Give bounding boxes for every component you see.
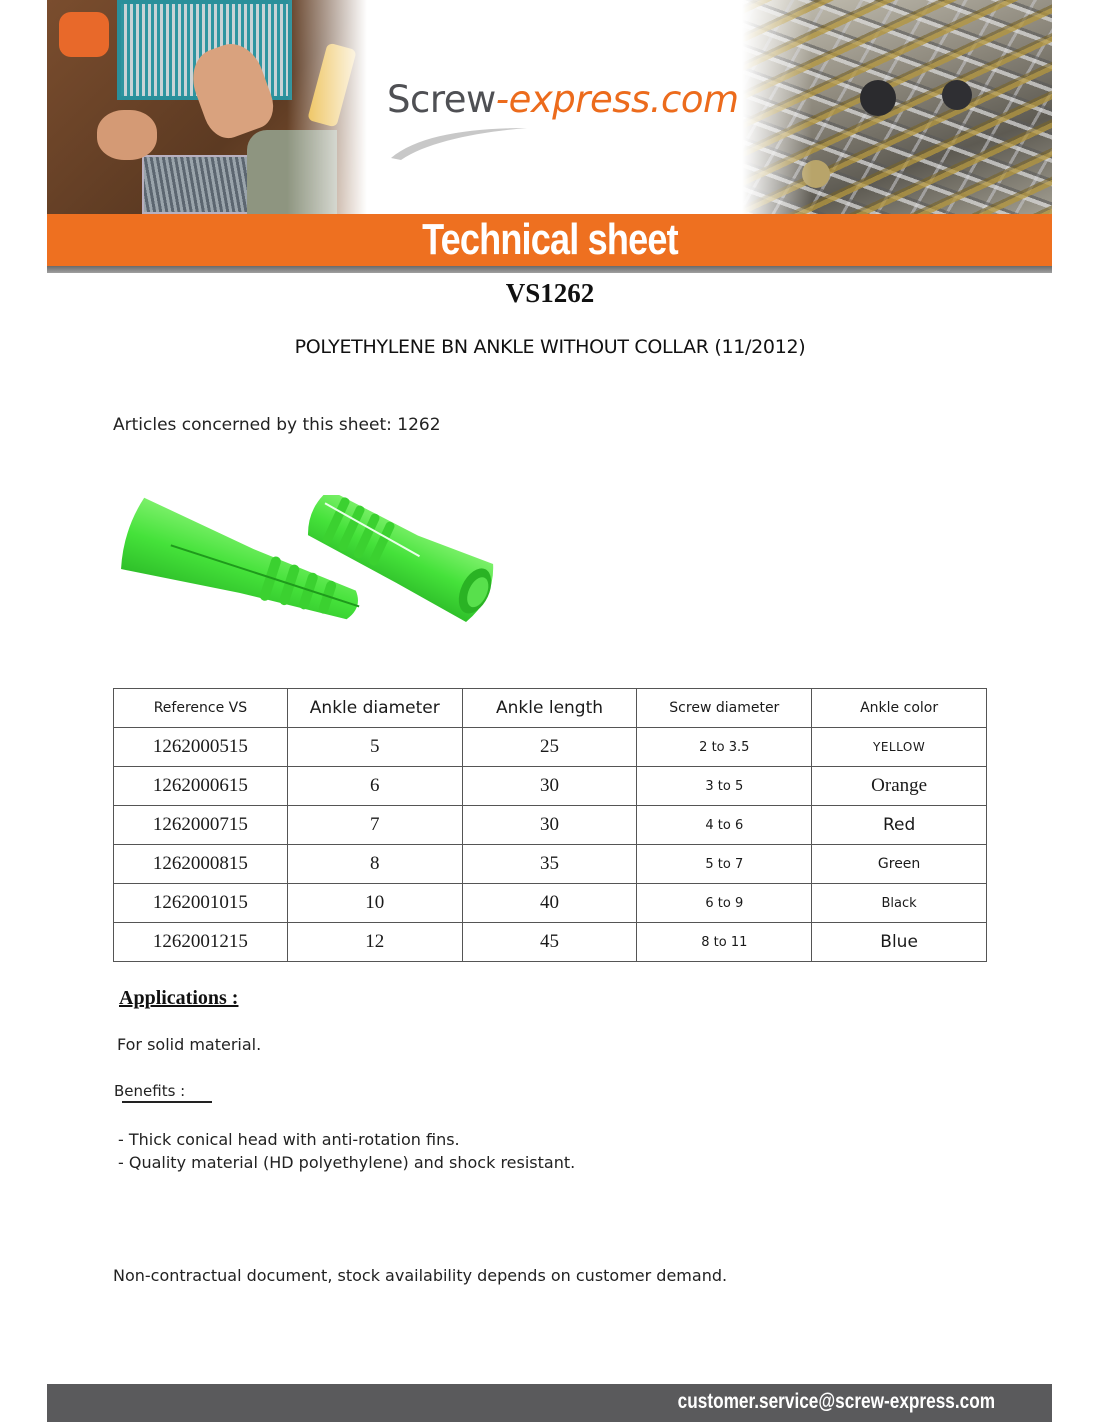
footer-bar (47, 1384, 1052, 1422)
table-header-row (114, 689, 987, 728)
screws-photo (742, 0, 1052, 214)
cell-reference: 1262000715 (114, 806, 288, 845)
cell-screw-diameter: 2 to 3.5 (637, 728, 812, 767)
banner-divider (47, 266, 1052, 273)
cell-screw-diameter: 5 to 7 (637, 845, 812, 884)
cell-reference: 1262001015 (114, 884, 288, 923)
cell-length: 25 (462, 728, 637, 767)
benefits-list (118, 1128, 575, 1174)
header-ankle-color: Ankle color (812, 689, 987, 728)
cell-diameter: 7 (287, 806, 462, 845)
cell-screw-diameter: 3 to 5 (637, 767, 812, 806)
cell-color: YELLOW (812, 728, 987, 767)
cell-color: Green (812, 845, 987, 884)
banner-title: Technical sheet (421, 215, 678, 264)
logo-swoosh-icon (387, 122, 537, 162)
customer-service-email[interactable]: customer.service@screw-express.com (677, 1390, 995, 1413)
benefit-item: - Quality material (HD polyethylene) and shock resistant. (118, 1153, 576, 1172)
cell-screw-diameter: 4 to 6 (637, 806, 812, 845)
cell-diameter: 10 (287, 884, 462, 923)
header-ankle-diameter: Ankle diameter (287, 689, 462, 728)
cell-length: 35 (462, 845, 637, 884)
header-screw-diameter: Screw diameter (637, 689, 812, 728)
technical-sheet-banner (47, 214, 1052, 266)
cell-diameter: 6 (287, 767, 462, 806)
disclaimer: Non-contractual document, stock availability depends on customer demand. (113, 1266, 728, 1285)
cell-screw-diameter: 8 to 11 (637, 923, 812, 962)
cell-length: 45 (462, 923, 637, 962)
cell-reference: 1262000815 (114, 845, 288, 884)
logo-main-text: Screw (387, 78, 496, 121)
table-row (114, 923, 987, 962)
cell-length: 40 (462, 884, 637, 923)
benefit-item: - Thick conical head with anti-rotation fins. (118, 1130, 460, 1149)
applications-heading: Applications : (119, 987, 239, 1009)
benefits-underline (122, 1101, 212, 1103)
articles-concerned: Articles concerned by this sheet: 1262 (113, 415, 441, 435)
product-title: POLYETHYLENE BN ANKLE WITHOUT COLLAR (11/2012) (294, 336, 806, 358)
workshop-photo (47, 0, 367, 214)
cell-color: Blue (812, 923, 987, 962)
screw-express-logo (387, 78, 739, 168)
header-reference: Reference VS (114, 689, 288, 728)
product-image (118, 495, 498, 640)
cell-reference: 1262000515 (114, 728, 288, 767)
cell-diameter: 8 (287, 845, 462, 884)
table-row (114, 845, 987, 884)
table-row (114, 884, 987, 923)
cell-screw-diameter: 6 to 9 (637, 884, 812, 923)
cell-color: Orange (812, 767, 987, 806)
table-row (114, 806, 987, 845)
cell-length: 30 (462, 806, 637, 845)
header-ankle-length: Ankle length (462, 689, 637, 728)
header-banner (47, 0, 1052, 214)
reference-code: VS1262 (505, 278, 595, 308)
cell-length: 30 (462, 767, 637, 806)
cell-color: Red (812, 806, 987, 845)
cell-diameter: 12 (287, 923, 462, 962)
benefits-heading: Benefits : (114, 1082, 186, 1100)
cell-diameter: 5 (287, 728, 462, 767)
cell-reference: 1262001215 (114, 923, 288, 962)
cell-reference: 1262000615 (114, 767, 288, 806)
table-row (114, 728, 987, 767)
table-row (114, 767, 987, 806)
logo-accent-text: -express.com (495, 78, 739, 121)
spec-table (113, 688, 987, 962)
cell-color: Black (812, 884, 987, 923)
applications-text: For solid material. (117, 1035, 262, 1054)
